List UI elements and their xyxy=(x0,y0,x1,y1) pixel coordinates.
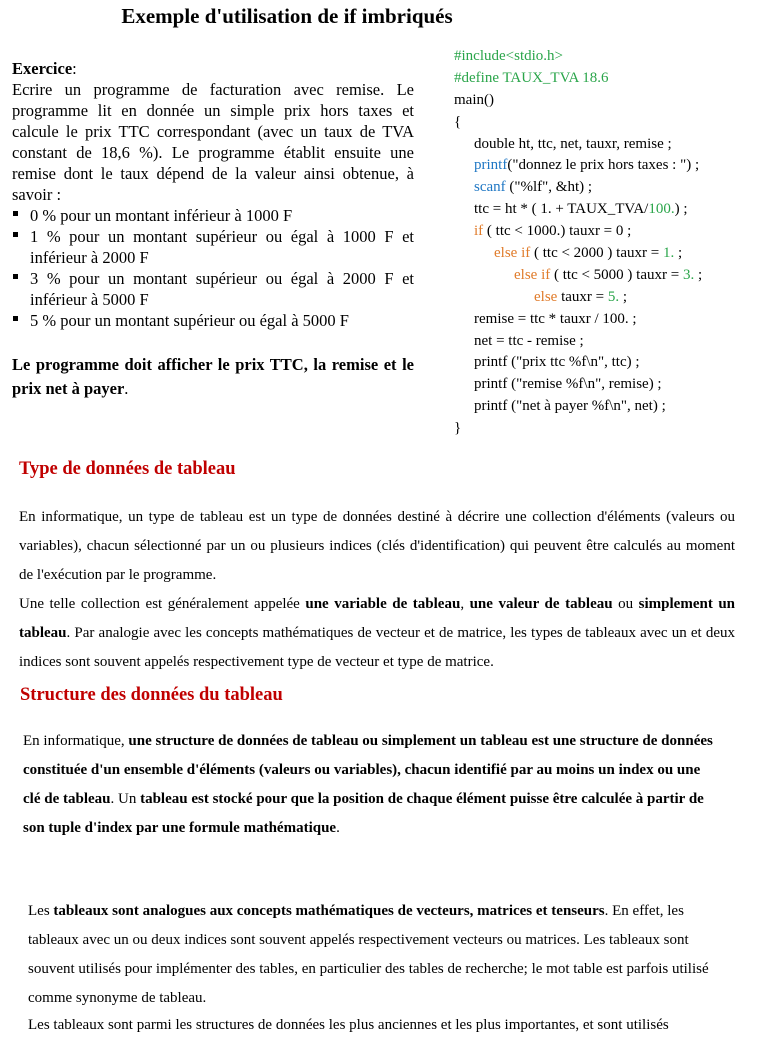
section-heading-type-de-donnees: Type de données de tableau xyxy=(19,459,236,479)
text-run: . Un xyxy=(110,791,141,807)
code-keyword: printf xyxy=(474,157,508,174)
code-text: ttc = ht * ( 1. + TAUX_TVA/ xyxy=(474,201,649,218)
code-text: ; xyxy=(674,245,683,262)
section-heading-structure: Structure des données du tableau xyxy=(20,685,283,705)
section2-paragraph-1 xyxy=(23,727,715,843)
code-text: ( ttc < 2000 ) tauxr = xyxy=(530,245,663,262)
list-item: 5 % pour un montant supérieur ou égal à 5000 F xyxy=(12,310,414,331)
code-keyword: if xyxy=(474,223,484,240)
section1-paragraph-1: En informatique, un type de tableau est un type de données destiné à décrire une collection d'éléments (valeurs ou variables), chacun sélectionné par un ou plusieurs indices (clés d'identification) qui peuvent être calculés au moment de l'exécution par le programme. xyxy=(19,509,735,583)
code-line xyxy=(454,155,754,177)
text-run-bold: tableau est stocké pour que la position de chaque élément puisse être calculée à partir de son tuple d'index par une formule mathématique xyxy=(23,791,704,836)
code-line: main() xyxy=(454,91,494,108)
list-item: 1 % pour un montant supérieur ou égal à 1000 F et inférieur à 2000 F xyxy=(12,226,414,268)
code-keyword: scanf xyxy=(474,179,506,196)
code-number: 100. xyxy=(648,201,675,218)
code-text: ) ; xyxy=(674,201,688,218)
code-text: ("donnez le prix hors taxes : ") ; xyxy=(507,157,700,174)
code-line: } xyxy=(454,420,462,437)
text-run-bold: une variable de tableau xyxy=(305,596,461,612)
text-run-bold: une valeur de tableau xyxy=(469,596,613,612)
code-text: ("%lf", &ht) ; xyxy=(505,179,593,196)
list-item: 0 % pour un montant inférieur à 1000 F xyxy=(12,205,414,226)
code-line: { xyxy=(454,113,462,130)
text-run: Les xyxy=(28,903,54,919)
code-keyword: else xyxy=(534,288,558,305)
conclusion-text: Le programme doit afficher le prix TTC, la remise et le prix net à payer xyxy=(12,355,414,398)
code-number: 5. xyxy=(607,288,620,305)
code-line: printf ("prix ttc %f\n", ttc) ; xyxy=(474,354,640,371)
code-number: 3. xyxy=(682,266,695,283)
code-line: printf ("net à payer %f\n", net) ; xyxy=(474,398,666,415)
text-run: En informatique, xyxy=(23,733,129,749)
text-run: . xyxy=(336,820,340,836)
text-run: . Par analogie avec les concepts mathématiques de vecteur et de matrice, les types de tableaux avec un et deux indices sont souvent appelés respectivement type de vecteur et type de matrice. xyxy=(19,625,735,670)
text-run: , xyxy=(460,596,470,612)
page-title: Exemple d'utilisation de if imbriqués xyxy=(121,4,453,28)
code-line: remise = ttc * tauxr / 100. ; xyxy=(474,310,637,327)
code-line: net = ttc - remise ; xyxy=(474,332,584,349)
code-line: double ht, ttc, net, tauxr, remise ; xyxy=(474,135,672,152)
text-run: ou xyxy=(612,596,639,612)
section2-paragraph-3: Les tableaux sont parmi les structures de données les plus anciennes et les plus importantes, et sont utilisés xyxy=(28,1017,669,1033)
exercise-label: Exercice xyxy=(12,59,73,78)
code-line xyxy=(454,265,754,287)
text-run-bold: tableaux sont analogues aux concepts mathématiques de vecteurs, matrices et tenseurs xyxy=(53,903,605,919)
text-run: . En effet, les tableaux avec un ou deux indices sont souvent appelés respectivement vecteurs ou matrices. Les tableaux sont souvent utilisés pour implémenter des tables, en particulier des tables de recherche; le mot table est parfois utilisé comme synonyme de tableau. xyxy=(28,903,709,1006)
code-line xyxy=(454,243,754,265)
code-text: ( ttc < 5000 ) tauxr = xyxy=(550,266,683,283)
discount-list xyxy=(12,205,414,331)
code-text: ; xyxy=(694,266,703,283)
code-listing xyxy=(454,46,754,440)
code-line: printf ("remise %f\n", remise) ; xyxy=(474,376,662,393)
code-keyword: else if xyxy=(514,266,551,283)
exercise-label-suffix: : xyxy=(72,59,77,78)
code-text: ; xyxy=(619,288,628,305)
section1-paragraph-2 xyxy=(19,590,735,677)
code-keyword: else if xyxy=(494,245,531,262)
list-item: 3 % pour un montant supérieur ou égal à 2000 F et inférieur à 5000 F xyxy=(12,268,414,310)
exercise-statement xyxy=(12,58,414,205)
code-line xyxy=(454,199,754,221)
code-line xyxy=(454,177,754,199)
code-line: #include<stdio.h> xyxy=(454,48,563,64)
code-line xyxy=(454,221,754,243)
code-line xyxy=(454,287,754,309)
exercise-conclusion xyxy=(12,353,414,401)
section2-paragraph-2 xyxy=(28,897,732,1013)
code-line: #define TAUX_TVA 18.6 xyxy=(454,69,609,86)
code-text: ( ttc < 1000.) tauxr = 0 ; xyxy=(483,223,632,240)
code-text: tauxr = xyxy=(557,288,608,305)
text-run-bold: une structure de données de tableau ou simplement un tableau est une structure de données constituée d'un ensemble d'éléments (valeurs ou variables), chacun identifié par au moins un index ou une clé de tableau xyxy=(23,733,713,807)
code-number: 1. xyxy=(662,245,675,262)
text-run: Une telle collection est généralement appelée xyxy=(19,596,306,612)
conclusion-end: . xyxy=(124,379,129,398)
exercise-block xyxy=(12,58,414,401)
text-run-bold: simplement un tableau xyxy=(19,596,736,641)
exercise-statement-text: Ecrire un programme de facturation avec remise. Le programme lit en donnée un simple prix hors taxes et calcule le prix TTC correspondant (avec un taux de TVA constant de 18,6 %). Le programme établit ensuite une remise dont le taux dépend de la valeur ainsi obtenue, à savoir : xyxy=(12,80,414,204)
